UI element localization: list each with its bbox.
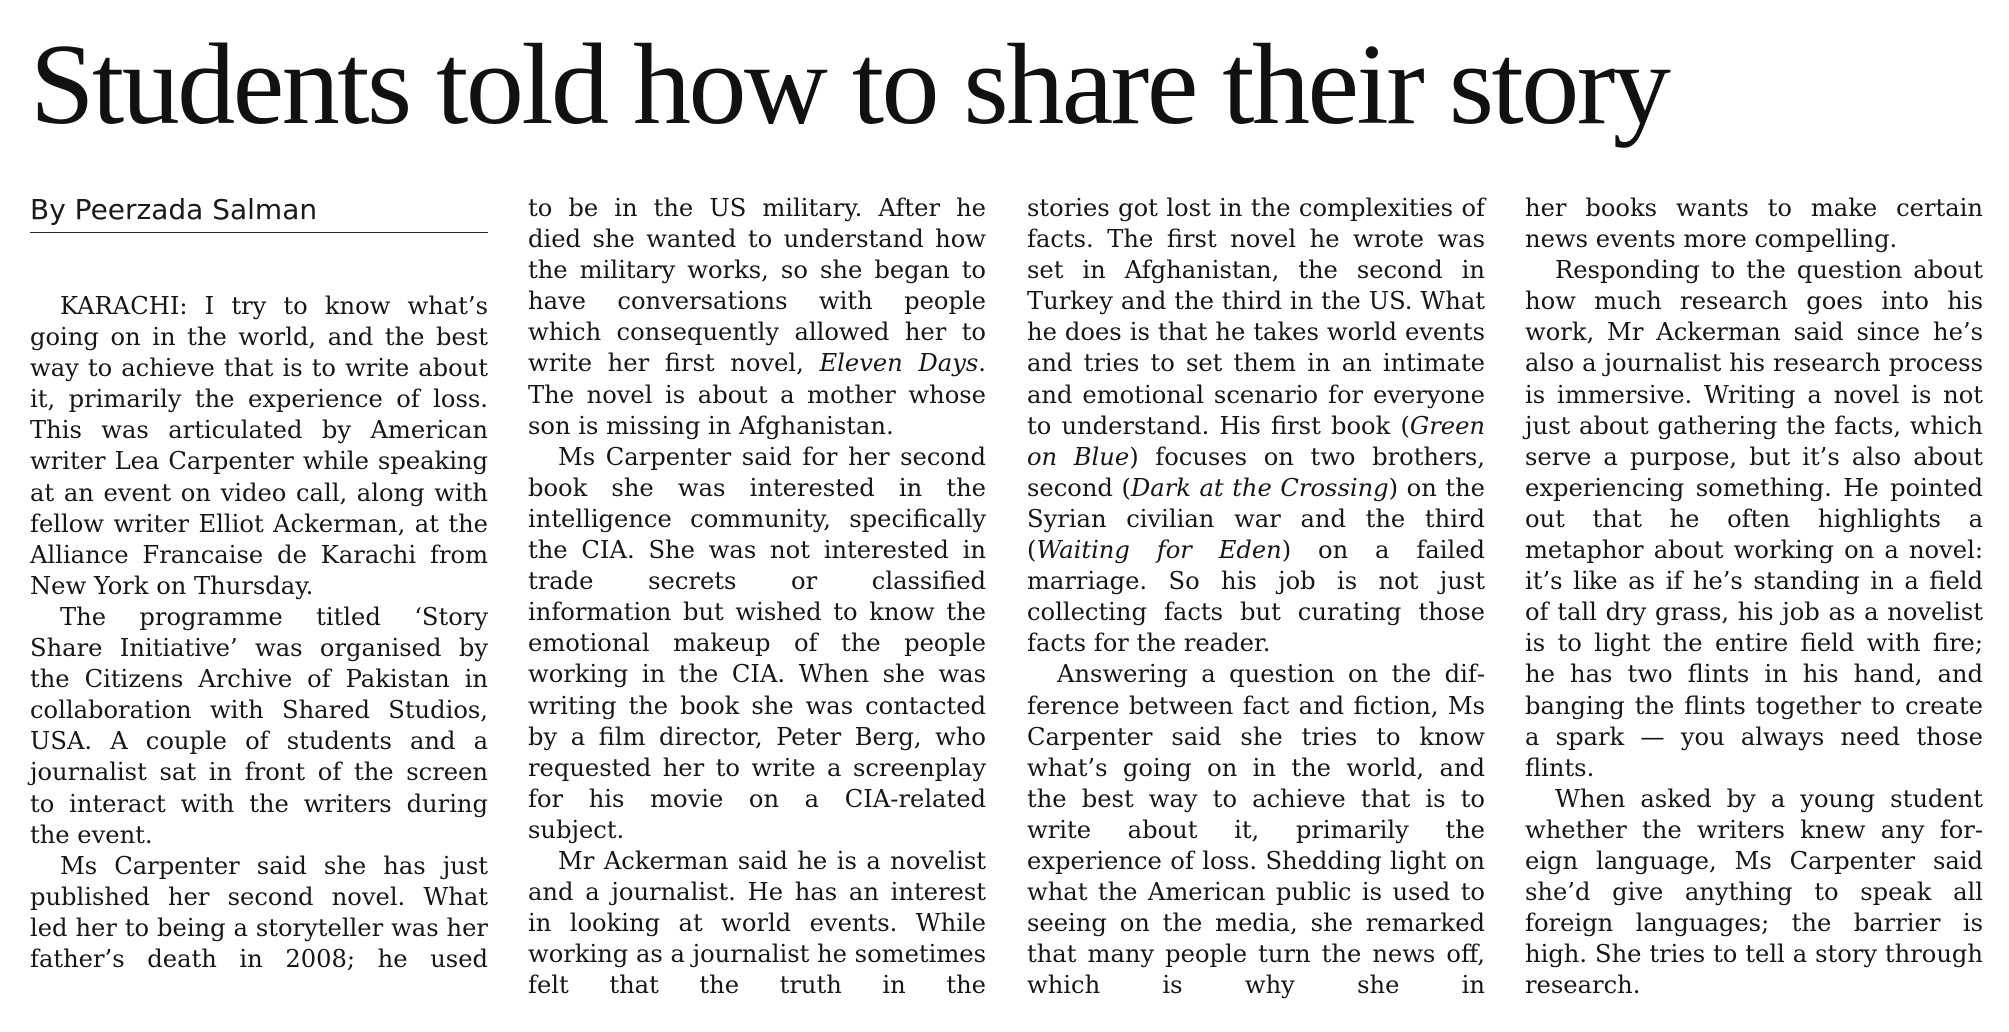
article-text: ) focuses on two brothers, second ( [1027,442,1485,502]
article-text: . The novel is about a mother whose son is missing in Afghanistan. [528,349,986,440]
article-paragraph: Answering a question on the difference between fact and fiction, Ms Carpenter said she tries to know what’s going on in the world, and the best way to achieve that is to write about it, primarily the experience of loss. Shedding light on what the American public is used to seeing on the media, she remarked that many people turn the news off, which is why she in [1027,660,1485,1000]
article-column-3 [1027,193,1485,1001]
article-paragraph: When asked by a young student whether the writers knew any foreign language, Ms Carpenter said she’d give anything to speak all foreign languages; the barrier is high. She tries to tell a story through research. [1525,784,1983,1000]
headline: Students told how to share their story [30,21,1669,149]
book-title: Eleven Days [819,349,979,378]
article-paragraph [1027,193,1485,659]
article-paragraph: Responding to the question about how much research goes into his work, Mr Ackerman said since he’s also a journalist his research process is immersive. Writing a novel is not just about gathering the facts, which serve a purpose, but it’s also about experiencing something. He pointed out that he often highlights a metaphor about working on a novel: it’s like as if he’s standing in a field of tall dry grass, his job as a novelist is to light the entire field with fire; he has two flints in his hand, and banging the flints together to create a spark — you always need those flints. [1525,256,1983,782]
byline: By Peerzada Salman [30,188,488,233]
article-text: to be in the US military. After he died she wanted to understand how the military works, so she began to have conversations with people which consequently allowed her to write her first novel, [528,194,986,378]
article-text: stories got lost in the complexities of facts. The first novel he wrote was set in Afghanistan, the second in Turkey and the third in the US. What he does is that he takes world events and tries to set them in an intimate and emotional scenario for everyone to understand. His first book ( [1027,194,1485,440]
article-column-4 [1525,193,1983,1001]
article-text: ) on the Syrian civilian war and the third ( [1027,473,1485,565]
article-paragraph: Ms Carpenter said she has just published her second novel. What led her to being a storyteller was her father’s death in 2008; he used [30,851,488,973]
article-column-2 [528,193,986,1001]
article-paragraph: KARACHI: I try to know what’s going on in the world, and the best way to achieve that is to write about it, primarily the experience of loss. This was articulated by American writer Lea Carpenter while speaking at an event on video call, along with fellow writer Elliot Ackerman, at the Alliance Francaise de Karachi from New York on Thursday. [30,292,488,600]
article-column-1 [30,291,488,975]
book-title: Waiting for Eden [1036,536,1282,565]
book-title: Dark at the Crossing [1130,473,1389,502]
article-paragraph: her books wants to make certain news events more compelling. [1525,194,1983,254]
article-paragraph: Mr Ackerman said he is a novelist and a journalist. He has an interest in looking at world events. While working as a journalist he sometimes felt that the truth in the [528,846,987,1000]
article-text: ) on a failed marriage. So his job is not just collecting facts but curating those facts for the reader. [1027,536,1485,658]
article-paragraph: Ms Carpenter said for her second book she was interested in the intelligence community, specifically the CIA. She was not interested in trade secrets or classified information but wished to know the emotional makeup of the people working in the CIA. When she was writing the book she was contacted by a film director, Peter Berg, who requested her to write a screenplay for his movie on a CIA-related subject. [528,442,986,844]
article-paragraph: The programme titled ‘Story Share Initiative’ was organised by the Citizens Archive of Pakistan in collaboration with Shared Studios, USA. A couple of students and a journalist sat in front of the screen to interact with the writers during the event. [30,602,488,849]
book-title: Green on Blue [1027,411,1485,471]
article-paragraph [528,193,986,442]
